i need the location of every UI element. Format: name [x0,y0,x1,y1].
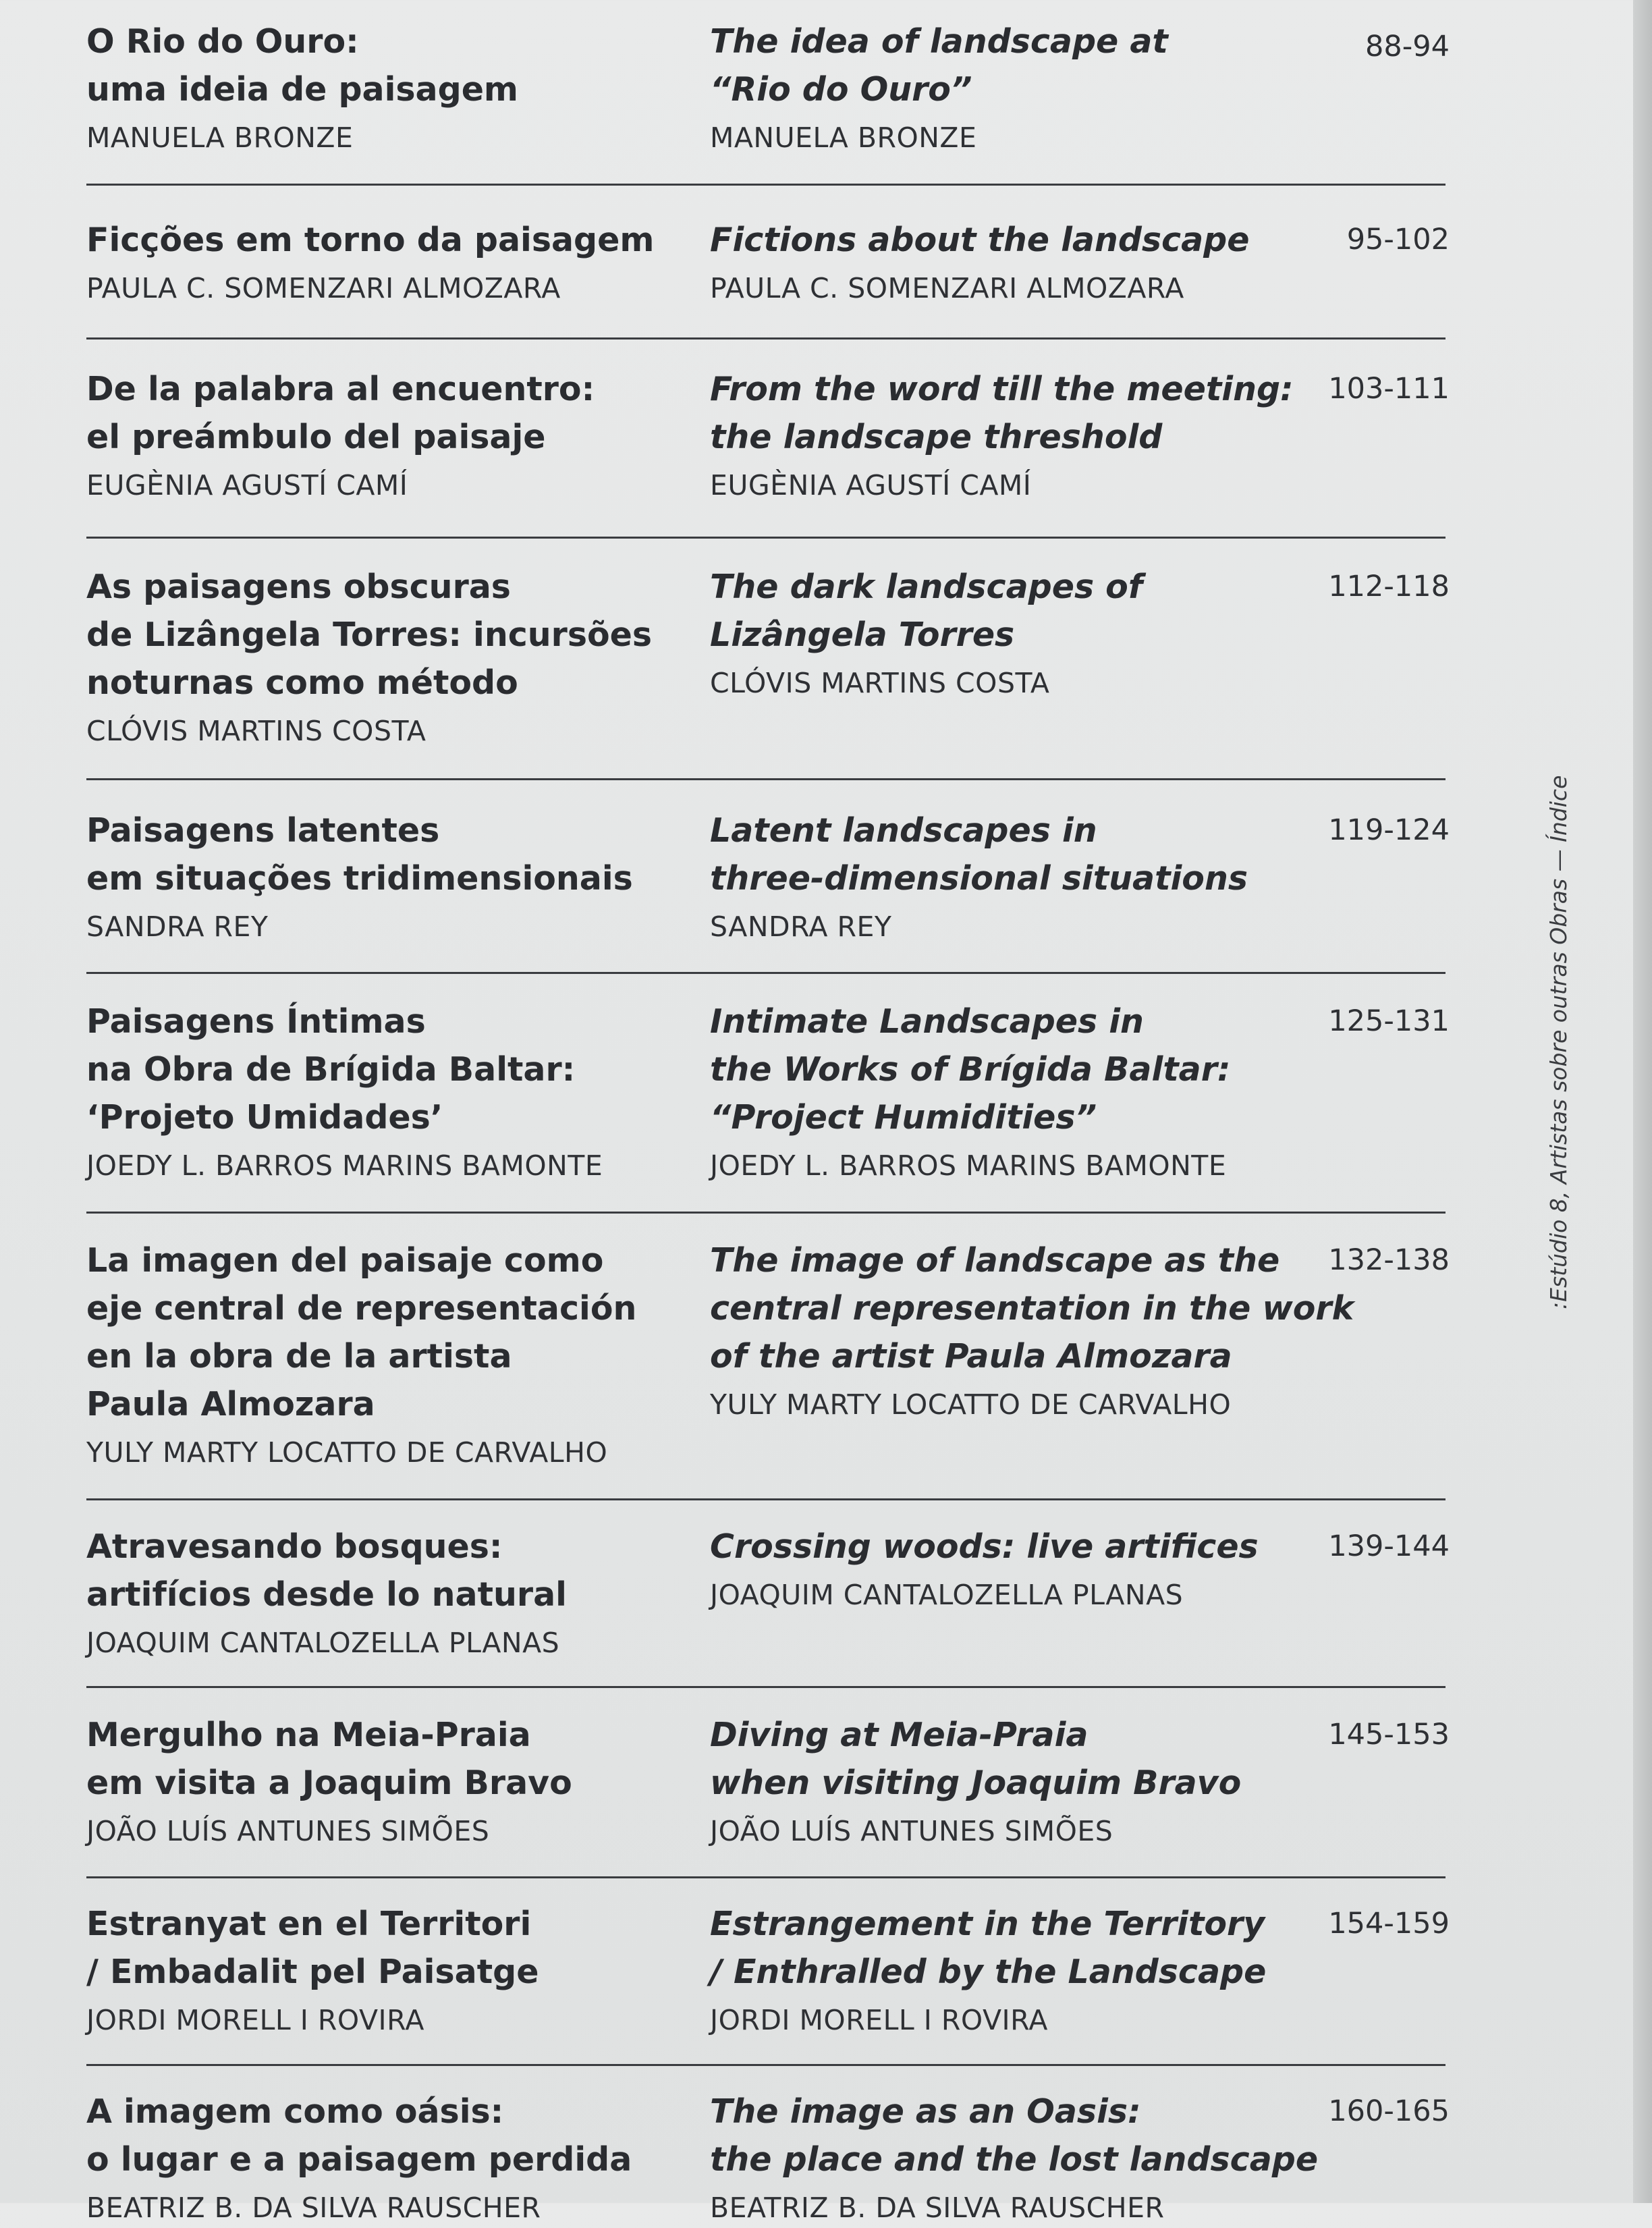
entry-translation [710,365,1294,506]
entry-title-english [710,563,1250,659]
entry-title-english [710,1711,1250,1807]
title-line: Paula Almozara [86,1385,375,1423]
entry-translation [710,1523,1259,1615]
entry-pages: 88-94 [1365,30,1450,63]
entry-translation [710,1711,1250,1851]
title-line: the place and the lost landscape [710,2140,1319,2179]
entry-author-english: CLÓVIS MARTINS COSTA [710,667,1050,699]
entry-translation [710,2088,1319,2228]
entry-title-english [710,216,1250,264]
entry-title-original [86,216,694,264]
entry-original [86,1237,694,1473]
title-line: A imagem como oásis: [86,2092,504,2131]
entry-author-original: JOEDY L. BARROS MARINS BAMONTE [86,1149,603,1182]
entry-title-english [710,1523,1259,1571]
entry-pages: 154-159 [1328,1907,1450,1940]
entry-title-original [86,2088,694,2183]
title-line: / Embadalit pel Paisatge [86,1953,539,1991]
divider [86,972,1446,974]
entry-original [86,365,694,506]
entry-title-original [86,563,694,707]
entry-author-english: YULY MARTY LOCATTO DE CARVALHO [710,1388,1232,1421]
title-line: Estranyat en el Territori [86,1905,532,1943]
title-line: The dark landscapes of [710,568,1143,606]
divider [86,778,1446,780]
title-line: na Obra de Brígida Baltar: [86,1050,576,1089]
title-line: “Project Humidities” [710,1098,1097,1137]
entry-author-original: EUGÈNIA AGUSTÍ CAMÍ [86,469,408,501]
title-line: La imagen del paisaje como [86,1241,604,1280]
entry-original [86,18,694,158]
entry-original [86,216,694,308]
entry-original [86,2088,694,2228]
title-line: three-dimensional situations [710,859,1248,898]
title-line: Paisagens latentes [86,811,440,850]
entry-title-original [86,998,694,1141]
title-line: eje central de representación [86,1289,637,1328]
entry-title-english [710,2088,1319,2183]
entry-author-original: YULY MARTY LOCATTO DE CARVALHO [86,1436,608,1469]
entry-author-original: SANDRA REY [86,911,269,943]
entry-title-english [710,18,1250,113]
running-header-vertical: :Estúdio 8, Artistas sobre outras Obras — Índice [1545,775,1572,1309]
entry-title-original [86,18,694,113]
title-line: The image of landscape as the [710,1241,1280,1280]
title-line: artifícios desde lo natural [86,1575,567,1614]
title-line: ‘Projeto Umidades’ [86,1098,443,1137]
title-line: when visiting Joaquim Bravo [710,1764,1242,1802]
page-edge [1633,0,1652,2203]
divider [86,1876,1446,1878]
divider [86,1498,1446,1500]
title-line: noturnas como método [86,663,518,702]
entry-title-original [86,1711,694,1807]
entry-translation [710,563,1250,703]
title-line: el preámbulo del paisaje [86,418,546,456]
entry-author-original: PAULA C. SOMENZARI ALMOZARA [86,272,561,304]
title-line: Atravesando bosques: [86,1527,503,1566]
entry-author-english: JOEDY L. BARROS MARINS BAMONTE [710,1149,1227,1182]
entry-translation [710,1900,1267,2040]
entry-title-english [710,807,1250,902]
entry-title-original [86,1237,694,1428]
entry-original [86,1523,694,1663]
entry-translation [710,807,1250,947]
entry-author-english: JORDI MORELL I ROVIRA [710,2004,1048,2036]
entry-author-original: JOAQUIM CANTALOZELLA PLANAS [86,1627,560,1659]
entry-pages: 119-124 [1328,813,1450,847]
entry-pages: 132-138 [1328,1243,1450,1277]
entry-title-original [86,807,694,902]
entry-translation [710,1237,1354,1425]
title-line: em visita a Joaquim Bravo [86,1764,572,1802]
title-line: o lugar e a paisagem perdida [86,2140,632,2179]
entry-pages: 125-131 [1328,1004,1450,1038]
title-line: Intimate Landscapes in [710,1002,1144,1041]
entry-author-original: CLÓVIS MARTINS COSTA [86,715,426,747]
title-line: / Enthralled by the Landscape [710,1953,1267,1991]
entry-title-english [710,998,1250,1141]
title-line: As paisagens obscuras [86,568,511,606]
entry-author-english: SANDRA REY [710,911,892,943]
title-line: Estrangement in the Territory [710,1905,1265,1943]
entry-title-english [710,1237,1354,1380]
title-line: en la obra de la artista [86,1337,512,1376]
entry-title-original [86,1523,694,1619]
entry-author-english: PAULA C. SOMENZARI ALMOZARA [710,272,1184,304]
entry-author-english: JOAQUIM CANTALOZELLA PLANAS [710,1579,1184,1611]
title-line: “Rio do Ouro” [710,70,972,109]
entry-translation [710,216,1250,308]
entry-author-original: JOÃO LUÍS ANTUNES SIMÕES [86,1815,490,1847]
title-line: Diving at Meia-Praia [710,1716,1089,1754]
title-line: the Works of Brígida Baltar: [710,1050,1231,1089]
entry-pages: 160-165 [1328,2094,1450,2128]
entry-pages: 95-102 [1346,223,1450,256]
entry-original [86,998,694,1186]
entry-original [86,563,694,751]
entry-original [86,1711,694,1851]
entry-author-english: EUGÈNIA AGUSTÍ CAMÍ [710,469,1032,501]
title-line: From the word till the meeting: [710,370,1294,408]
title-line: em situações tridimensionais [86,859,633,898]
entry-author-english: MANUELA BRONZE [710,121,977,154]
entry-title-english [710,1900,1267,1996]
title-line: Latent landscapes in [710,811,1097,850]
title-line: Paisagens Íntimas [86,1002,426,1041]
entry-pages: 112-118 [1328,570,1450,603]
divider [86,337,1446,339]
divider [86,537,1446,539]
title-line: Fictions about the landscape [710,221,1250,259]
entry-original [86,1900,694,2040]
title-line: O Rio do Ouro: [86,22,359,61]
title-line: of the artist Paula Almozara [710,1337,1232,1376]
entry-original [86,807,694,947]
divider [86,1686,1446,1688]
entry-title-english [710,365,1294,461]
entry-title-original [86,365,694,461]
entry-author-original: MANUELA BRONZE [86,121,354,154]
title-line: central representation in the work [710,1289,1354,1328]
title-line: The image as an Oasis: [710,2092,1141,2131]
title-line: Ficções em torno da paisagem [86,221,655,259]
entry-author-english: JOÃO LUÍS ANTUNES SIMÕES [710,1815,1113,1847]
divider [86,184,1446,186]
divider [86,1212,1446,1214]
title-line: the landscape threshold [710,418,1163,456]
entry-pages: 145-153 [1328,1718,1450,1751]
title-line: Lizângela Torres [710,616,1015,654]
entry-translation [710,18,1250,158]
divider [86,2064,1446,2066]
entry-translation [710,998,1250,1186]
entry-author-original: BEATRIZ B. DA SILVA RAUSCHER [86,2192,541,2224]
title-line: uma ideia de paisagem [86,70,518,109]
title-line: de Lizângela Torres: incursões [86,616,653,654]
title-line: Mergulho na Meia-Praia [86,1716,531,1754]
entry-author-english: BEATRIZ B. DA SILVA RAUSCHER [710,2192,1165,2224]
entry-title-original [86,1900,694,1996]
title-line: De la palabra al encuentro: [86,370,595,408]
title-line: Crossing woods: live artifices [710,1527,1259,1566]
entry-author-original: JORDI MORELL I ROVIRA [86,2004,424,2036]
title-line: The idea of landscape at [710,22,1168,61]
entry-pages: 139-144 [1328,1529,1450,1563]
entry-pages: 103-111 [1328,372,1450,406]
